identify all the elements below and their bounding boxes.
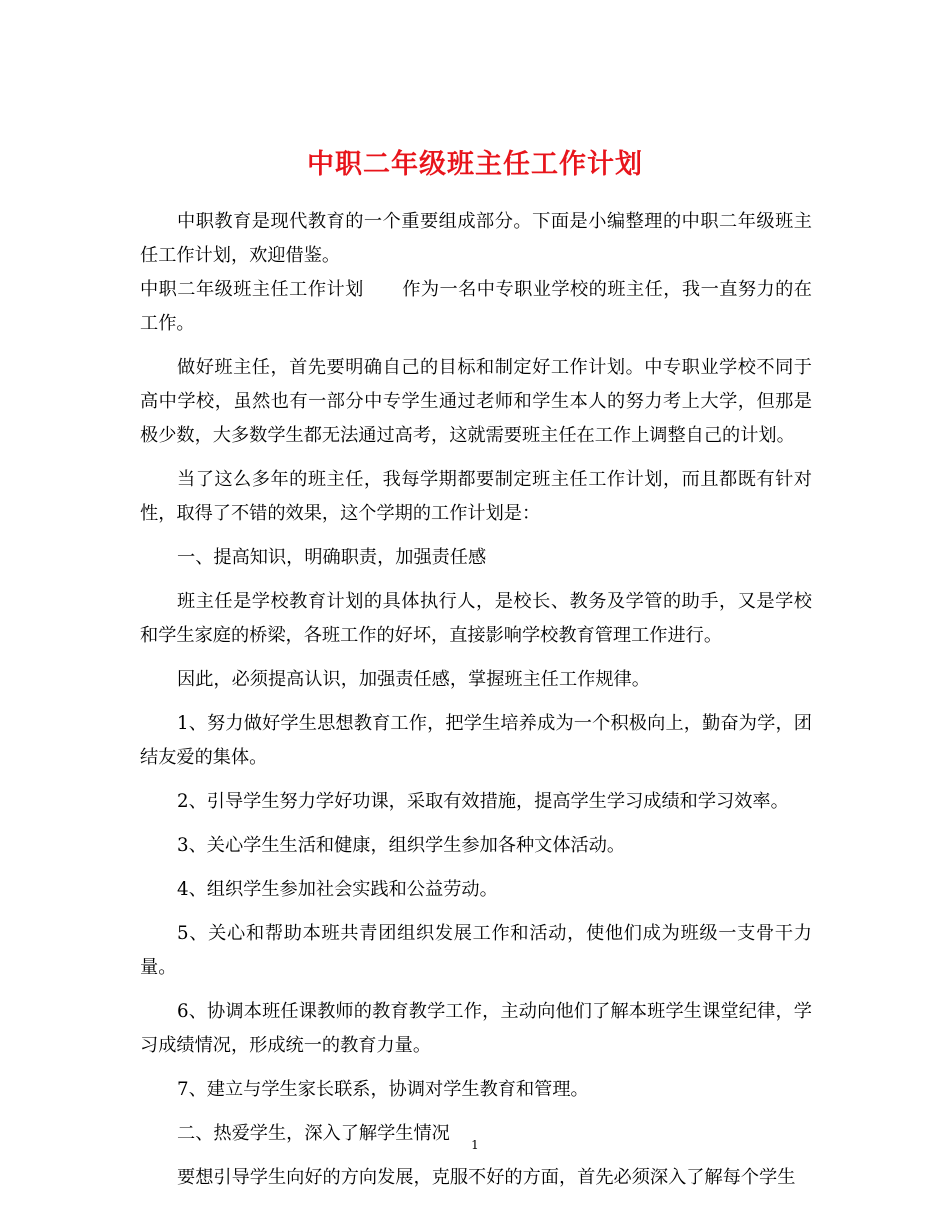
list-item-4: 4、组织学生参加社会实践和公益劳动。 — [177, 879, 498, 900]
list-item-6: 6、协调本班任课教师的教育教学工作，主动向他们了解本班学生课堂纪律，学习成绩情况，形成统一的教育力量。 — [140, 1001, 812, 1056]
list-item-7: 7、建立与学生家长联系，协调对学生教育和管理。 — [177, 1079, 589, 1100]
paragraph-experience: 当了这么多年的班主任，我每学期都要制定班主任工作计划，而且都既有针对性，取得了不错的效果，这个学期的工作计划是： — [140, 469, 812, 524]
list-item-2: 2、引导学生努力学好功课，采取有效措施，提高学生学习成绩和学习效率。 — [177, 791, 789, 812]
inline-heading-text: 作为一名中专职业学校的班主任，我一直努力的在工作。 — [140, 279, 812, 334]
paragraph-goal: 做好班主任，首先要明确自己的目标和制定好工作计划。中专职业学校不同于高中学校，虽然也有一部分中专学生通过老师和学生本人的努力考上大学，但那是极少数，大多数学生都无法通过高考，这就需要班主任在工作上调整自己的计划。 — [140, 357, 812, 446]
document-body — [140, 205, 812, 1195]
section-heading-two: 二、热爱学生，深入了解学生情况 — [177, 1123, 450, 1144]
section-heading-one: 一、提高知识，明确职责，加强责任感 — [177, 547, 487, 568]
paragraph-intro: 中职教育是现代教育的一个重要组成部分。下面是小编整理的中职二年级班主任工作计划，欢迎借鉴。 — [140, 211, 812, 266]
list-item-1: 1、努力做好学生思想教育工作，把学生培养成为一个积极向上，勤奋为学，团结友爱的集体。 — [140, 713, 812, 768]
page-number: 1 — [471, 1138, 479, 1152]
paragraph-awareness: 因此，必须提高认识，加强责任感，掌握班主任工作规律。 — [177, 669, 650, 690]
paragraph-understanding: 要想引导学生向好的方向发展，克服不好的方面，首先必须深入了解每个学生 — [177, 1167, 796, 1188]
document-title: 中职二年级班主任工作计划 — [307, 149, 643, 181]
paragraph-heading-line — [140, 273, 812, 341]
inline-heading: 中职二年级班主任工作计划 — [140, 279, 364, 300]
list-item-5: 5、关心和帮助本班共青团组织发展工作和活动，使他们成为班级一支骨干力量。 — [140, 923, 812, 978]
list-item-3: 3、关心学生生活和健康，组织学生参加各种文体活动。 — [177, 835, 626, 856]
paragraph-role: 班主任是学校教育计划的具体执行人，是校长、教务及学管的助手，又是学校和学生家庭的桥梁，各班工作的好坏，直接影响学校教育管理工作进行。 — [140, 591, 812, 646]
